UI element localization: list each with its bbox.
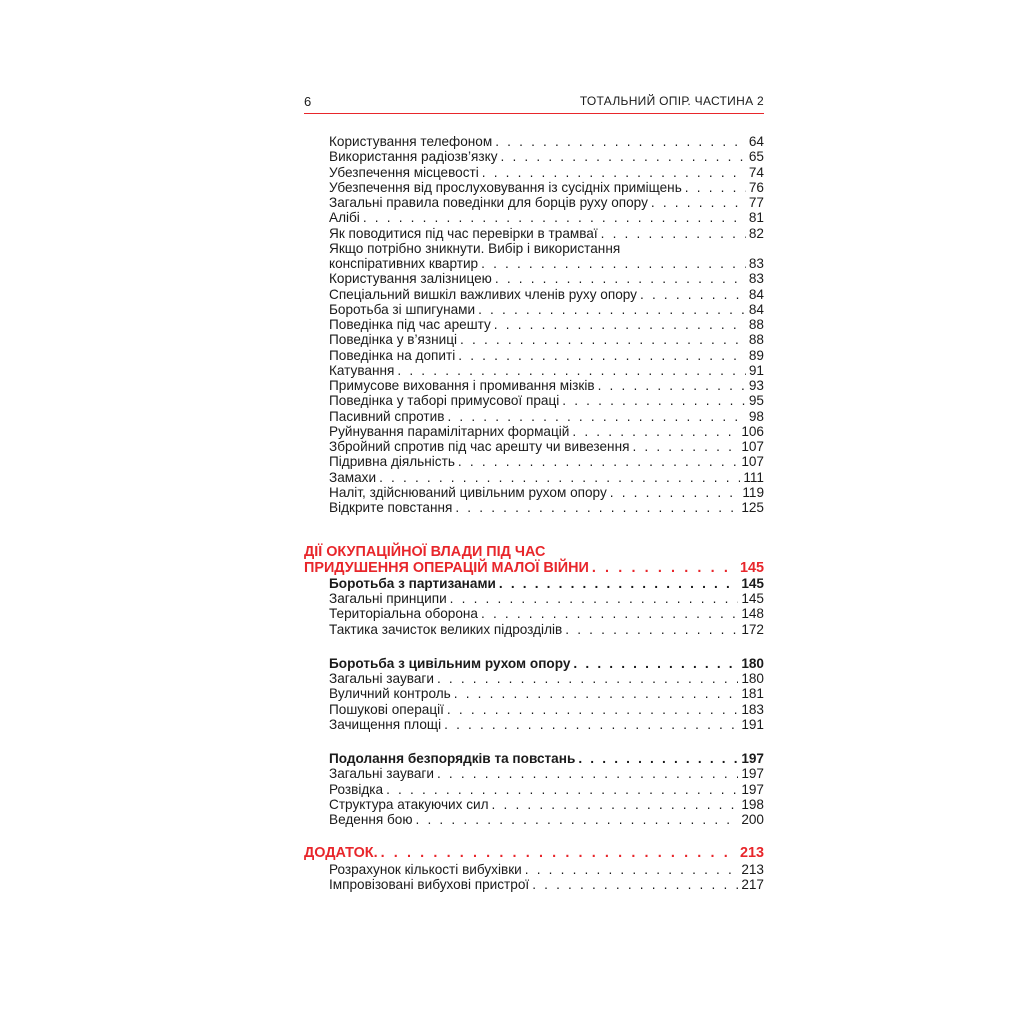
- toc-leader-dots: [495, 134, 746, 149]
- toc-leader-dots: [379, 470, 740, 485]
- toc-entry[interactable]: [304, 766, 764, 781]
- toc-leader-dots: [685, 180, 746, 195]
- toc-entry-page: 81: [748, 210, 764, 226]
- toc-leader-dots: [532, 877, 738, 892]
- toc-entry-title: Замахи: [329, 469, 377, 485]
- table-of-contents: [304, 134, 764, 892]
- toc-entry-page: 82: [748, 225, 764, 241]
- toc-entry[interactable]: [304, 241, 764, 256]
- toc-leader-dots: [482, 165, 746, 180]
- toc-entry[interactable]: [304, 797, 764, 812]
- toc-entry-title: Катування: [329, 362, 395, 378]
- toc-entry-title: Якщо потрібно зникнути. Вибір і використання: [329, 240, 621, 256]
- toc-entry-title: Алібі: [329, 210, 360, 226]
- toc-entry-title: Розвідка: [329, 781, 384, 797]
- toc-entry-page: 172: [741, 621, 764, 637]
- toc-section-title-line1[interactable]: [304, 545, 764, 560]
- toc-entry-page: 84: [748, 301, 764, 317]
- toc-leader-dots: [499, 576, 738, 591]
- toc-entry-page: 145: [741, 591, 764, 606]
- toc-entry[interactable]: [304, 271, 764, 286]
- toc-entry[interactable]: [304, 591, 764, 606]
- toc-leader-dots: [598, 378, 746, 393]
- toc-subsection-title: Подолання безпорядків та повстань: [329, 751, 576, 766]
- toc-leader-dots: [651, 195, 746, 210]
- toc-entry-page: 107: [741, 439, 764, 454]
- toc-entry-page: 74: [748, 164, 764, 180]
- toc-subsection-entry[interactable]: [304, 751, 764, 766]
- toc-entry-page: 106: [741, 423, 764, 439]
- toc-entry[interactable]: [304, 606, 764, 621]
- toc-entry-page: 88: [748, 332, 764, 348]
- toc-section-entry[interactable]: [304, 846, 764, 861]
- toc-leader-dots: [601, 226, 746, 241]
- toc-section-title: ПРИДУШЕННЯ ОПЕРАЦІЙ МАЛОЇ ВІЙНИ: [304, 559, 589, 576]
- toc-subsection-page: 180: [741, 655, 764, 671]
- toc-entry-title: Убезпечення місцевості: [329, 164, 479, 180]
- toc-leader-dots: [640, 287, 746, 302]
- toc-entry-page: 93: [748, 378, 764, 393]
- toc-entry[interactable]: [304, 256, 764, 271]
- toc-entry[interactable]: [304, 210, 764, 225]
- toc-entry-page: 200: [741, 812, 764, 827]
- toc-leader-dots: [501, 149, 746, 164]
- toc-entry[interactable]: [304, 317, 764, 332]
- toc-entry-title: Поведінка на допиті: [329, 347, 456, 363]
- toc-entry-title: Загальні зауваги: [329, 671, 434, 686]
- toc-entry[interactable]: [304, 454, 764, 469]
- toc-entry-title: Тактика зачисток великих підрозділів: [329, 621, 563, 637]
- toc-entry-page: 191: [741, 716, 764, 732]
- toc-leader-dots: [573, 656, 738, 671]
- toc-leader-dots: [525, 862, 739, 877]
- header-rule: [304, 113, 764, 114]
- toc-entry[interactable]: [304, 409, 764, 424]
- toc-entry[interactable]: [304, 485, 764, 500]
- toc-entry[interactable]: [304, 363, 764, 378]
- toc-leader-dots: [562, 393, 746, 408]
- page-number: 6: [304, 94, 312, 109]
- toc-entry[interactable]: [304, 424, 764, 439]
- spacer: [304, 732, 764, 751]
- toc-entry[interactable]: [304, 782, 764, 797]
- toc-entry[interactable]: [304, 149, 764, 164]
- toc-entry[interactable]: [304, 134, 764, 149]
- toc-leader-dots: [565, 622, 738, 637]
- toc-leader-dots: [632, 439, 738, 454]
- toc-leader-dots: [416, 812, 739, 827]
- toc-entry-page: 64: [748, 134, 764, 149]
- toc-entry[interactable]: [304, 180, 764, 195]
- toc-entry-page: 98: [748, 408, 764, 424]
- toc-entry-page: 217: [741, 876, 764, 892]
- toc-entry-title: Користування залізницею: [329, 271, 492, 287]
- toc-entry-page: 91: [748, 362, 764, 378]
- toc-entry-page: 83: [748, 256, 764, 271]
- toc-leader-dots: [450, 591, 739, 606]
- toc-entry-title: Використання радіозв’язку: [329, 149, 498, 165]
- toc-leader-dots: [495, 271, 746, 286]
- toc-entry[interactable]: [304, 195, 764, 210]
- toc-subsection-page: 197: [741, 751, 764, 766]
- toc-leader-dots: [458, 348, 746, 363]
- toc-leader-dots: [458, 454, 738, 469]
- toc-entry[interactable]: [304, 165, 764, 180]
- toc-entry[interactable]: [304, 348, 764, 363]
- toc-entry-page: 213: [741, 861, 764, 877]
- toc-entry[interactable]: [304, 812, 764, 827]
- toc-entry-title: Вуличний контроль: [329, 686, 451, 702]
- toc-leader-dots: [481, 256, 746, 271]
- toc-entry-title: Загальні зауваги: [329, 766, 434, 782]
- toc-entry-page: 88: [748, 317, 764, 332]
- toc-entry-title: Спеціальний вишкіл важливих членів руху опору: [329, 286, 637, 302]
- toc-section-page: 145: [739, 559, 764, 576]
- toc-entry[interactable]: [304, 862, 764, 877]
- toc-entry-title: Зачищення площі: [329, 716, 442, 732]
- toc-leader-dots: [578, 751, 738, 766]
- toc-entry-title: Збройний спротив під час арешту чи вивезення: [329, 439, 630, 454]
- toc-entry[interactable]: [304, 686, 764, 701]
- toc-entry[interactable]: [304, 717, 764, 732]
- toc-section-page: 213: [739, 845, 764, 862]
- toc-leader-dots: [363, 210, 746, 225]
- toc-subsection-title: Боротьба з цивільним рухом опору: [329, 655, 571, 671]
- toc-entry[interactable]: [304, 500, 764, 515]
- toc-entry-page: 119: [742, 484, 764, 500]
- toc-entry-title: Наліт, здійснюваний цивільним рухом опору: [329, 484, 607, 500]
- toc-subsection-entry[interactable]: [304, 656, 764, 671]
- toc-entry-title: Пошукові операції: [329, 701, 444, 717]
- toc-entry-page: 83: [748, 271, 764, 287]
- toc-leader-dots: [381, 846, 737, 861]
- toc-subsection-entry[interactable]: [304, 576, 764, 591]
- toc-entry[interactable]: [304, 622, 764, 637]
- toc-leader-dots: [437, 766, 738, 781]
- toc-leader-dots: [478, 302, 746, 317]
- toc-entry[interactable]: [304, 393, 764, 408]
- toc-subsection-page: 145: [741, 575, 764, 591]
- toc-entry-title: Ведення бою: [329, 812, 413, 827]
- spacer: [304, 637, 764, 656]
- toc-entry-page: 65: [748, 149, 764, 165]
- toc-leader-dots: [386, 782, 738, 797]
- toc-entry-page: 197: [741, 766, 764, 782]
- toc-entry-title: Імпровізовані вибухові пристрої: [329, 876, 530, 892]
- toc-leader-dots: [492, 797, 739, 812]
- toc-entry-page: 89: [748, 347, 764, 363]
- toc-leader-dots: [610, 485, 740, 500]
- toc-entry-title: Територіальна оборона: [329, 606, 478, 622]
- toc-entry-title: Пасивний спротив: [329, 408, 445, 424]
- toc-entry-page: 77: [748, 195, 764, 210]
- toc-entry-title: Поведінка під час арешту: [329, 317, 491, 332]
- toc-subsection-items: [304, 591, 764, 637]
- toc-entry[interactable]: [304, 671, 764, 686]
- toc-leader-dots: [455, 500, 738, 515]
- toc-entry-page: 197: [741, 781, 764, 797]
- toc-entry-title: Примусове виховання і промивання мізків: [329, 378, 595, 393]
- toc-leader-dots: [481, 606, 738, 621]
- toc-entry[interactable]: [304, 332, 764, 347]
- toc-entry-title: Убезпечення від прослуховування із сусідніх приміщень: [329, 179, 682, 195]
- toc-entry[interactable]: [304, 470, 764, 485]
- toc-subsection-items: [304, 766, 764, 827]
- toc-leader-dots: [397, 363, 746, 378]
- toc-leader-dots: [460, 332, 746, 347]
- toc-entry-title: Розрахунок кількості вибухівки: [329, 861, 522, 877]
- toc-subsection-items: [304, 671, 764, 732]
- toc-entry-page: 107: [741, 454, 764, 470]
- toc-entry-page: 76: [748, 179, 764, 195]
- toc-entry[interactable]: [304, 877, 764, 892]
- toc-entry[interactable]: [304, 302, 764, 317]
- toc-leader-dots: [454, 686, 739, 701]
- toc-entry[interactable]: [304, 439, 764, 454]
- toc-section-title: ДІЇ ОКУПАЦІЙНОЇ ВЛАДИ ПІД ЧАС: [304, 544, 546, 561]
- toc-entry-title: Відкрите повстання: [329, 500, 453, 515]
- toc-entry-title: Боротьба зі шпигунами: [329, 301, 476, 317]
- running-title: ТОТАЛЬНИЙ ОПІР. ЧАСТИНА 2: [579, 94, 764, 108]
- toc-entry-page: 198: [741, 796, 764, 812]
- toc-entry-title: Загальні правила поведінки для борців руху опору: [329, 195, 648, 210]
- toc-section-title: ДОДАТОК.: [304, 845, 378, 862]
- toc-subsection-title: Боротьба з партизанами: [329, 575, 496, 591]
- toc-entry-page: 95: [748, 393, 764, 409]
- toc-entry[interactable]: [304, 702, 764, 717]
- spacer: [304, 515, 764, 545]
- toc-leader-dots: [592, 561, 737, 576]
- toc-leader-dots: [572, 424, 738, 439]
- toc-entry-title: Користування телефоном: [329, 134, 493, 149]
- toc-entry[interactable]: [304, 378, 764, 393]
- toc-entry-page: 180: [741, 671, 764, 686]
- toc-entry-title: Поведінка у таборі примусової праці: [329, 393, 560, 409]
- toc-entry-title: Руйнування парамілітарних формацій: [329, 423, 570, 439]
- toc-entry-page: 84: [748, 286, 764, 302]
- toc-group-1: [304, 134, 764, 515]
- toc-entry-title: Структура атакуючих сил: [329, 796, 489, 812]
- toc-entry[interactable]: [304, 287, 764, 302]
- toc-section-entry[interactable]: [304, 561, 764, 576]
- spacer: [304, 827, 764, 846]
- toc-entry-title: Підривна діяльність: [329, 454, 455, 470]
- toc-entry-page: 148: [741, 606, 764, 622]
- toc-entry-title: Загальні принципи: [329, 591, 447, 606]
- toc-leader-dots: [444, 717, 738, 732]
- toc-leader-dots: [447, 702, 738, 717]
- toc-entry-title: конспіративних квартир: [329, 256, 479, 271]
- toc-entry-title: Поведінка у в’язниці: [329, 332, 458, 348]
- toc-entry[interactable]: [304, 226, 764, 241]
- toc-leader-dots: [447, 409, 745, 424]
- toc-entry-page: 125: [741, 500, 764, 515]
- toc-section-items: [304, 862, 764, 893]
- toc-entry-page: 181: [741, 686, 764, 702]
- toc-entry-page: 111: [743, 469, 764, 485]
- toc-leader-dots: [437, 671, 738, 686]
- toc-entry-title: Як поводитися під час перевірки в трамваї: [329, 225, 598, 241]
- toc-leader-dots: [494, 317, 746, 332]
- toc-entry-page: 183: [741, 701, 764, 717]
